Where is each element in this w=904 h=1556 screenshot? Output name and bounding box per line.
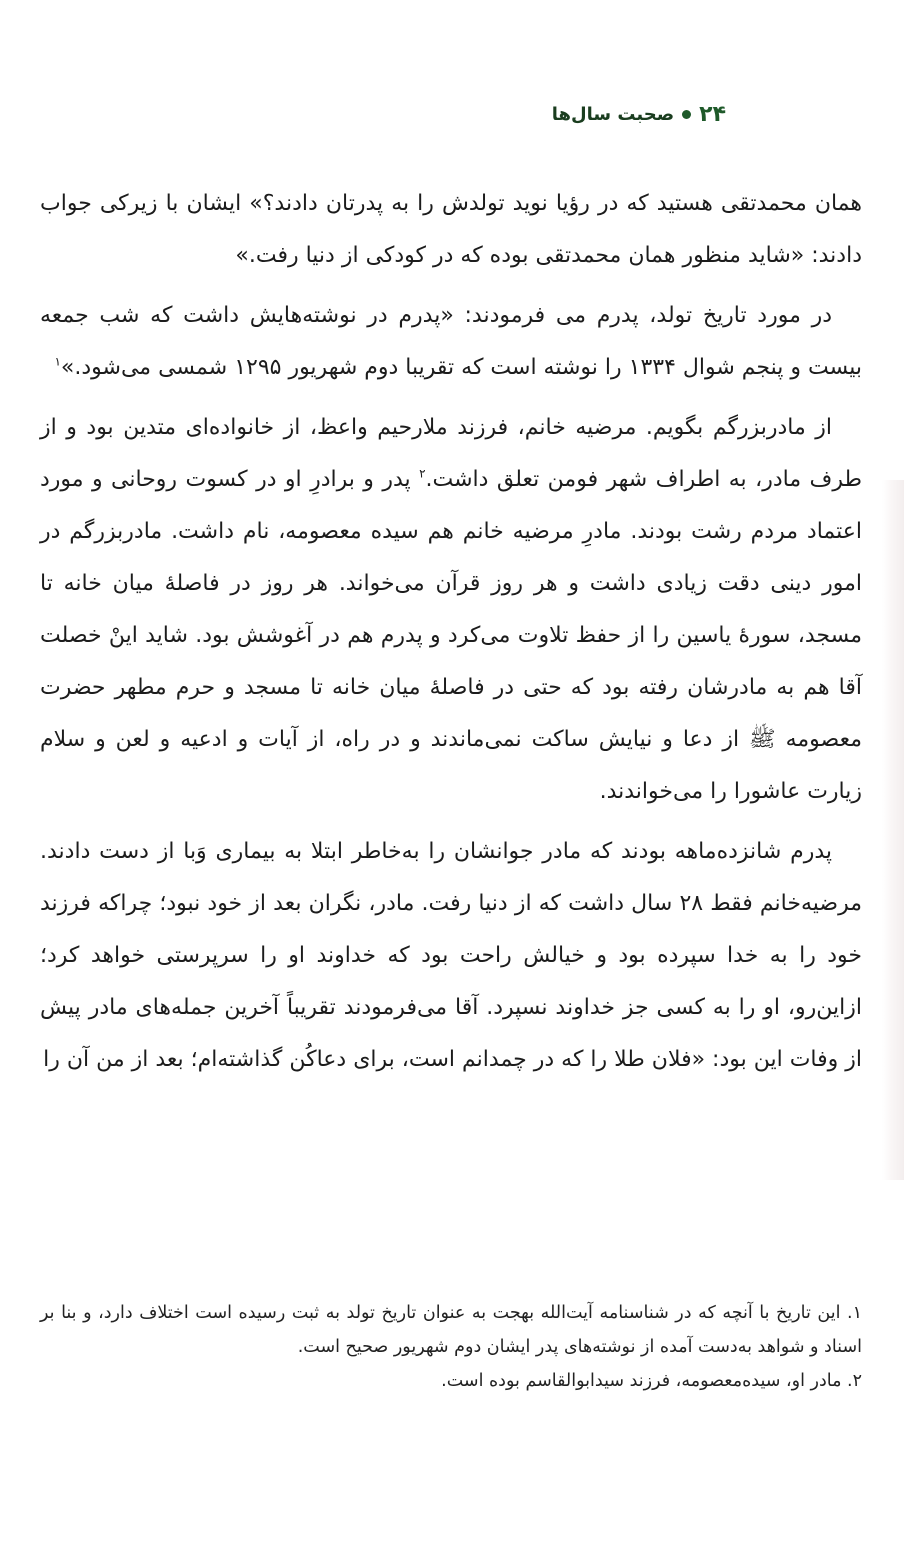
- footnote-ref-2: ۲: [419, 466, 426, 481]
- page-number: ۲۴: [699, 102, 726, 127]
- paragraph-1: همان محمدتقی هستید که در رؤیا نوید تولدش را به پدرتان دادند؟» ایشان با زیرکی جواب دادند: «شاید منظور همان محمدتقی بوده که در کودکی از دنیا رفت.»: [40, 191, 862, 268]
- page-edge-shadow: [882, 480, 904, 1180]
- paragraph-3: [40, 402, 862, 818]
- footnote-ref-1: ۱: [54, 354, 61, 369]
- paragraph-2-text: در مورد تاریخ تولد، پدرم می فرمودند: «پدرم در نوشته‌هایش داشت که شب جمعه بیست و پنجم شوال ۱۳۳۴ را نوشته است که تقریبا دوم شهریور ۱۲۹۵ شمسی می‌شود.»: [40, 303, 862, 380]
- paragraph-3-text-b: پدر و برادرِ او در کسوت روحانی و مورد اعتماد مردم رشت بودند. مادرِ مرضیه خانم هم سیده معصومه، نام داشت. مادربزرگم در امور دینی دقت زیادی داشت و هر روز قرآن می‌خواند. هر روز در فاصلهٔ میان خانه تا مسجد، سورهٔ یاسین را از حفظ تلاوت می‌کرد و پدرم هم در آغوشش بود. شاید اینْ خصلت آقا هم به مادرشان رفته بود که حتی در فاصلهٔ میان خانه تا مسجد و حرم مطهر حضرت معصومه ﷺ از دعا و نیایش ساکت نمی‌ماندند و در راه، از آیات و ادعیه و لعن و سلام زیارت عاشورا را می‌خواندند.: [40, 467, 862, 804]
- paragraph-4: پدرم شانزده‌ماهه بودند که مادر جوانشان را به‌خاطر ابتلا به بیماری وَبا از دست دادند. مرضیه‌خانم فقط ۲۸ سال داشت که از دنیا رفت. مادر، نگران بعد از خود نبود؛ چراکه فرزند خود را به خدا سپرده بود و خیالش راحت بود که خداوند او را سرپرستی خواهد کرد؛ ازاین‌رو، او را به کسی جز خداوند نسپرد. آقا می‌فرمودند تقریباً آخرین جمله‌های مادر پیش از وفات این بود: «فلان طلا را که در چمدانم است، برای دعاکُن گذاشته‌ام؛ بعد از من آن را: [40, 839, 862, 1072]
- footnote-2: ۲. مادر او، سیده‌معصومه، فرزند سیدابوالقاسم بوده است.: [441, 1371, 862, 1391]
- paragraph-2: [40, 290, 862, 394]
- footnote-1: ۱. این تاریخ با آنچه که در شناسنامه آیت‌الله بهجت به عنوان تاریخ تولد به ثبت رسیده است اختلاف دارد، و بنا بر اسناد و شواهد به‌دست آمده از نوشته‌های پدر ایشان دوم شهریور صحیح است.: [40, 1303, 862, 1357]
- body-text: [40, 178, 862, 1094]
- page-header: [552, 102, 726, 127]
- running-title: صحبت سال‌ها: [551, 104, 675, 125]
- paragraph-3-text-a: از مادربزرگم بگویم. مرضیه خانم، فرزند ملارحیم واعظ، از خانواده‌ای متدین بود و از طرف مادر، به اطراف شهر فومن تعلق داشت.: [40, 415, 862, 492]
- bullet-dot-icon: [682, 110, 691, 119]
- footnotes: [40, 1296, 862, 1398]
